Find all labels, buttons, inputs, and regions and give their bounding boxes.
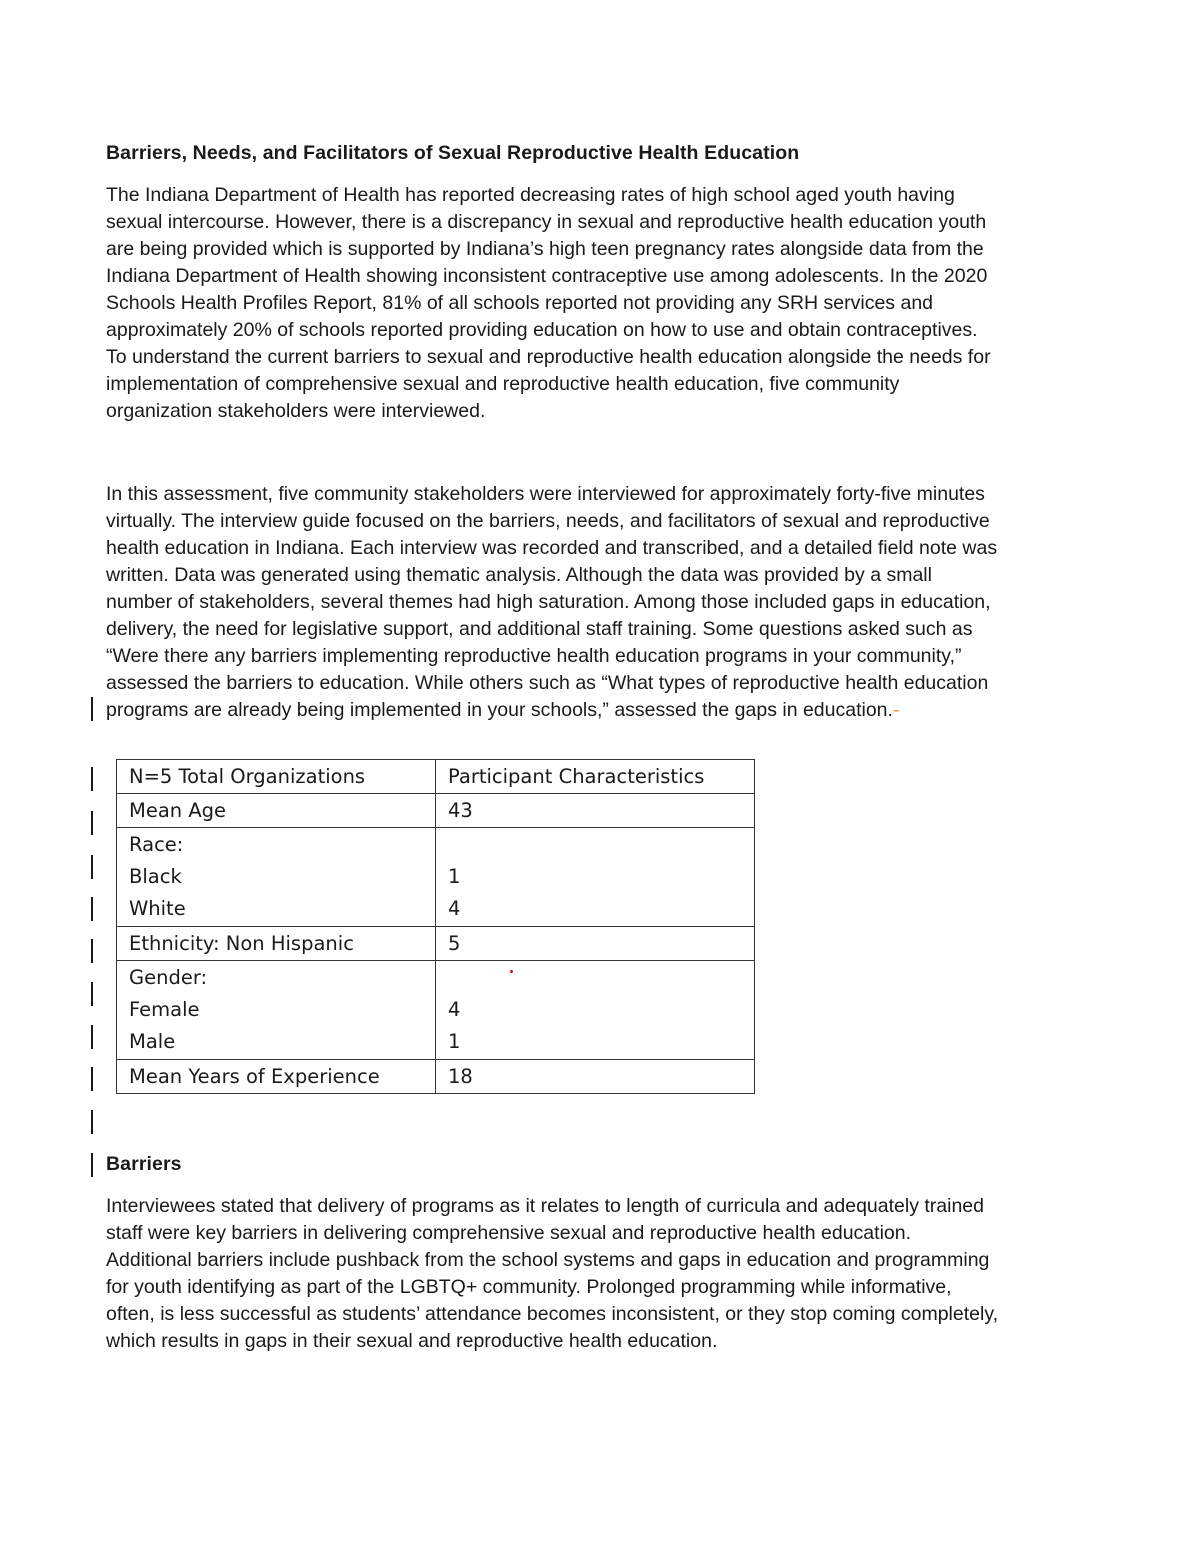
tracked-change-mark: -: [892, 699, 900, 721]
paragraph-line: approximately 20% of schools reported providing education on how to use and obtain contraceptives.: [106, 319, 978, 341]
edit-mark-dot: [510, 970, 513, 973]
table-header-cell: Participant Characteristics: [436, 760, 755, 794]
paragraph-line: for youth identifying as part of the LGBTQ+ community. Prolonged programming while informative,: [106, 1276, 952, 1298]
change-bar: [91, 697, 93, 721]
gender-male-label: Male: [129, 1030, 176, 1053]
table-row: [117, 794, 755, 828]
gender-male-value: 1: [448, 1030, 461, 1053]
paragraph-line-last: [106, 697, 1098, 724]
gender-label-cell: [117, 961, 436, 1060]
change-bar: [91, 982, 93, 1006]
table-row: [117, 961, 755, 1060]
paragraph-line: organization stakeholders were interviewed.: [106, 400, 486, 422]
paragraph-line: health education in Indiana. Each interview was recorded and transcribed, and a detailed field note was: [106, 537, 998, 559]
gender-female-value: 4: [448, 998, 461, 1021]
race-label-cell: [117, 828, 436, 927]
race-white-label: White: [129, 897, 186, 920]
mean-age-label: Mean Age: [117, 794, 436, 828]
paragraph-line: To understand the current barriers to sexual and reproductive health education alongside the needs for: [106, 346, 991, 368]
paragraph-line: The Indiana Department of Health has reported decreasing rates of high school aged youth having: [106, 184, 955, 206]
paragraph-line: are being provided which is supported by Indiana’s high teen pregnancy rates alongside data from the: [106, 238, 984, 260]
intro-paragraph: [106, 182, 1098, 425]
paragraph-line: often, is less successful as students’ attendance becomes inconsistent, or they stop coming completely,: [106, 1303, 999, 1325]
table-row: [117, 828, 755, 927]
table-row: [117, 927, 755, 961]
gender-value-cell: [436, 961, 755, 1060]
change-bar: [91, 897, 93, 921]
empty-line: [448, 962, 742, 994]
ethnicity-value: 5: [436, 927, 755, 961]
ethnicity-label: Ethnicity: Non Hispanic: [117, 927, 436, 961]
paragraph-line: which results in gaps in their sexual and reproductive health education.: [106, 1330, 718, 1352]
race-black-value: 1: [448, 865, 461, 888]
gender-label: Gender:: [129, 966, 208, 989]
barriers-paragraph: [106, 1193, 1098, 1355]
participant-characteristics-table: [116, 759, 755, 1094]
barriers-heading: Barriers: [106, 1153, 182, 1175]
race-black-label: Black: [129, 865, 182, 888]
paragraph-line: implementation of comprehensive sexual and reproductive health education, five community: [106, 373, 900, 395]
method-paragraph: [106, 481, 1098, 724]
race-label: Race:: [129, 833, 184, 856]
change-bar: [91, 767, 93, 791]
paragraph-line: Additional barriers include pushback from the school systems and gaps in education and programming: [106, 1249, 990, 1271]
paragraph-line: number of stakeholders, several themes had high saturation. Among those included gaps in education,: [106, 591, 991, 613]
document-title: Barriers, Needs, and Facilitators of Sexual Reproductive Health Education: [106, 142, 800, 164]
change-bar: [91, 1153, 93, 1177]
table-row: [117, 1060, 755, 1094]
race-value-cell: [436, 828, 755, 927]
change-bar: [91, 855, 93, 879]
experience-label: Mean Years of Experience: [117, 1060, 436, 1094]
race-white-value: 4: [448, 897, 461, 920]
paragraph-line-text: programs are already being implemented in your schools,” assessed the gaps in education.: [106, 699, 893, 721]
change-bar: [91, 1110, 93, 1134]
gender-female-label: Female: [129, 998, 200, 1021]
experience-value: 18: [436, 1060, 755, 1094]
paragraph-line: In this assessment, five community stakeholders were interviewed for approximately forty-five minutes: [106, 483, 985, 505]
change-bar: [91, 1067, 93, 1091]
empty-line: [448, 829, 742, 861]
paragraph-line: staff were key barriers in delivering comprehensive sexual and reproductive health education.: [106, 1222, 912, 1244]
mean-age-value: 43: [436, 794, 755, 828]
paragraph-line: Indiana Department of Health showing inconsistent contraceptive use among adolescents. In the 2020: [106, 265, 988, 287]
paragraph-line: assessed the barriers to education. While others such as “What types of reproductive health education: [106, 672, 989, 694]
paragraph-line: sexual intercourse. However, there is a discrepancy in sexual and reproductive health education youth: [106, 211, 987, 233]
change-bar: [91, 811, 93, 835]
paragraph-line: Schools Health Profiles Report, 81% of all schools reported not providing any SRH services and: [106, 292, 934, 314]
change-bar: [91, 939, 93, 963]
paragraph-line: delivery, the need for legislative support, and additional staff training. Some questions asked such as: [106, 618, 973, 640]
table-header-cell: N=5 Total Organizations: [117, 760, 436, 794]
paragraph-line: “Were there any barriers implementing reproductive health education programs in your community,”: [106, 645, 962, 667]
change-bar: [91, 1025, 93, 1049]
paragraph-line: virtually. The interview guide focused on the barriers, needs, and facilitators of sexual and reproductive: [106, 510, 990, 532]
participant-table-container: [116, 759, 755, 1094]
table-header-row: [117, 760, 755, 794]
paragraph-line: written. Data was generated using thematic analysis. Although the data was provided by a small: [106, 564, 932, 586]
paragraph-line: Interviewees stated that delivery of programs as it relates to length of curricula and adequately trained: [106, 1195, 984, 1217]
